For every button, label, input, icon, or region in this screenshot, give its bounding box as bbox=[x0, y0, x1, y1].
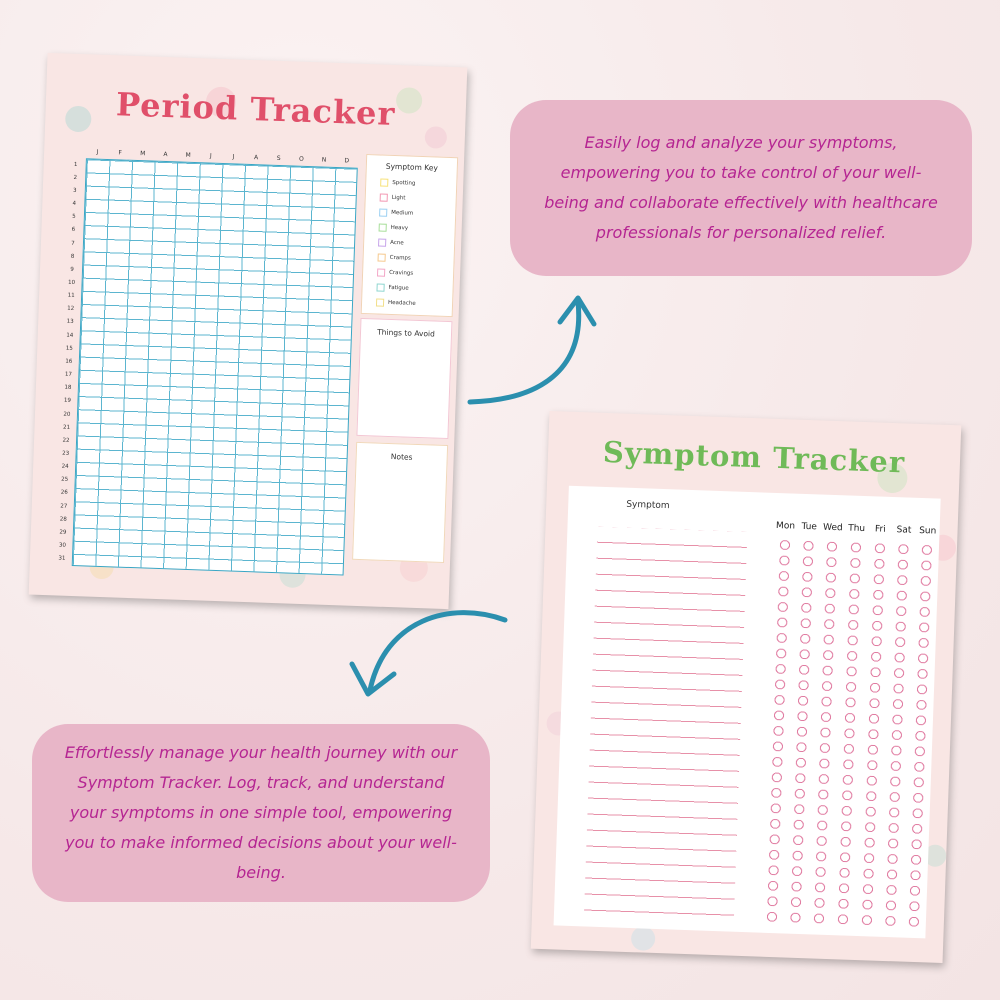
day-label: 1 bbox=[73, 161, 78, 168]
color-swatch bbox=[377, 268, 385, 276]
weekday-label: Wed bbox=[822, 522, 843, 534]
day-label: 3 bbox=[72, 187, 77, 194]
day-label: 10 bbox=[67, 279, 76, 286]
month-label: M bbox=[185, 151, 191, 159]
weekday-label: Mon bbox=[775, 520, 796, 532]
day-label: 15 bbox=[65, 345, 73, 352]
color-swatch bbox=[378, 238, 386, 246]
symptom-key-label: Headache bbox=[387, 299, 416, 307]
day-label: 25 bbox=[61, 476, 69, 484]
things-to-avoid-heading: Things to Avoid bbox=[377, 327, 436, 339]
day-label: 2 bbox=[73, 174, 78, 181]
info-bubble-bottom-text: Effortlessly manage your health journey with our Symptom Tracker. Log, track, and understand your symptoms in one simple tool, empowering you to make informed decisions about your well-being. bbox=[64, 743, 458, 882]
month-label: F bbox=[118, 149, 122, 157]
month-label: J bbox=[232, 153, 235, 161]
info-bubble-top-text: Easily log and analyze your symptoms, empowering you to take control of your well-being and collaborate effectively with healthcare professionals for personalized relief. bbox=[544, 133, 938, 242]
day-label: 23 bbox=[62, 450, 70, 457]
day-label: 7 bbox=[71, 240, 75, 247]
symptom-key-heading: Symptom Key bbox=[385, 161, 439, 173]
day-label: 16 bbox=[65, 358, 73, 365]
weekday-label: Sat bbox=[896, 525, 912, 536]
day-label: 6 bbox=[71, 227, 76, 234]
info-bubble-bottom bbox=[32, 724, 490, 902]
month-label: J bbox=[209, 152, 212, 160]
month-label: J bbox=[96, 148, 99, 156]
period-grid-cells[interactable] bbox=[72, 158, 358, 575]
month-label: S bbox=[276, 154, 281, 163]
day-label: 5 bbox=[72, 213, 76, 221]
color-swatch bbox=[376, 283, 384, 291]
notes-box[interactable] bbox=[352, 442, 448, 563]
period-grid bbox=[52, 146, 358, 576]
weekday-label: Sun bbox=[918, 525, 937, 537]
day-label: 29 bbox=[59, 529, 67, 536]
weekday-label: Tue bbox=[801, 521, 818, 533]
weekday-header bbox=[773, 521, 939, 537]
month-label: O bbox=[298, 155, 304, 163]
day-label: 11 bbox=[67, 292, 75, 300]
symptom-key-label: Fatigue bbox=[388, 284, 409, 292]
symptom-panel bbox=[554, 486, 941, 939]
symptom-key-item bbox=[362, 294, 452, 312]
symptom-key-label: Medium bbox=[391, 209, 414, 217]
symptom-heading: Symptom bbox=[626, 499, 670, 512]
symptom-lines[interactable] bbox=[584, 527, 748, 922]
symptom-key-label: Heavy bbox=[390, 224, 409, 232]
color-swatch bbox=[380, 178, 388, 186]
day-label: 17 bbox=[64, 371, 72, 378]
day-label: 31 bbox=[58, 555, 66, 563]
day-label: 26 bbox=[60, 490, 68, 497]
symptom-tracker-title: Symptom Tracker bbox=[602, 434, 906, 480]
month-label: M bbox=[140, 150, 146, 158]
things-to-avoid-box[interactable] bbox=[356, 318, 452, 439]
day-label: 30 bbox=[58, 542, 66, 549]
month-label: N bbox=[321, 156, 327, 164]
symptom-key-list bbox=[362, 174, 457, 312]
day-label: 13 bbox=[66, 319, 74, 326]
info-bubble-top bbox=[510, 100, 972, 276]
day-label: 14 bbox=[66, 332, 74, 339]
color-swatch bbox=[376, 298, 384, 306]
month-label: A bbox=[163, 150, 168, 159]
day-label: 28 bbox=[59, 516, 67, 523]
weekday-label: Thu bbox=[847, 523, 866, 535]
period-tracker-sheet bbox=[29, 53, 468, 609]
color-swatch bbox=[379, 223, 387, 231]
month-label: A bbox=[253, 154, 259, 162]
day-label: 9 bbox=[70, 266, 74, 273]
day-label: 8 bbox=[70, 253, 75, 260]
day-label: 24 bbox=[61, 463, 69, 470]
symptom-key-box bbox=[361, 154, 459, 317]
symptom-key-label: Cravings bbox=[389, 269, 414, 277]
color-swatch bbox=[380, 193, 388, 201]
symptom-key-label: Acne bbox=[390, 239, 404, 246]
day-label: 20 bbox=[63, 411, 71, 418]
period-tracker-title: Period Tracker bbox=[115, 85, 397, 133]
day-label: 12 bbox=[67, 305, 75, 313]
checkbox-circles[interactable] bbox=[760, 537, 939, 931]
decor-dot bbox=[631, 926, 656, 951]
day-label: 19 bbox=[63, 398, 72, 405]
day-label: 27 bbox=[60, 503, 68, 510]
day-label: 21 bbox=[62, 424, 71, 431]
notes-heading: Notes bbox=[390, 452, 413, 462]
day-label: 18 bbox=[64, 384, 72, 392]
day-label: 22 bbox=[62, 437, 70, 444]
color-swatch bbox=[379, 208, 387, 216]
color-swatch bbox=[378, 253, 386, 261]
symptom-tracker-sheet bbox=[531, 411, 962, 963]
symptom-key-label: Light bbox=[391, 194, 406, 201]
symptom-key-label: Cramps bbox=[389, 254, 411, 262]
weekday-label: Fri bbox=[874, 524, 886, 535]
symptom-key-label: Spotting bbox=[392, 179, 416, 187]
month-label: D bbox=[344, 157, 350, 165]
day-label: 4 bbox=[72, 200, 77, 207]
